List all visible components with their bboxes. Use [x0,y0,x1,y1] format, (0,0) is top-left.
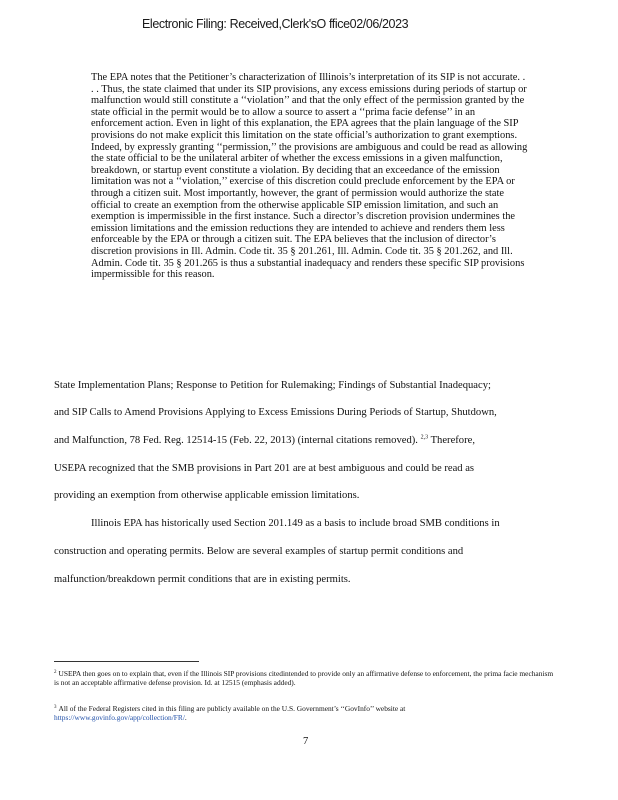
block-quote: The EPA notes that the Petitioner’s characterization of Illinois’s interpretation of its SIP is not accurate. . . . Thus, the state claimed that under its SIP provisions, any excess emissions during periods of startup or malfunction would still constitute a ‘‘violation’’ and that the only effect of the permission granted by the state official in the permit would be to allow a source to assert a ‘‘prima facie defense’’ in an enforcement action. Even in light of this explanation, the EPA agrees that the plain language of the SIP provisions do not make explicit this limitation on the state official’s authorization to grant exemptions. Indeed, by expressly granting ‘‘permission,’’ the provisions are ambiguous and could be read as allowing the state official to be the unilateral arbiter of whether the excess emissions in a given malfunction, breakdown, or startup event constitute a violation. By deciding that an exceedance of the emission limitation was not a ‘‘violation,’’ exercise of this discretion could preclude enforcement by the EPA or through a citizen suit. Most importantly, however, the grant of permission would authorize the state official to create an exemption from the otherwise applicable SIP emission limitation, and such an exemption is impermissible in the first instance. Such a director’s discretion provision undermines the emission limitations and the emission reductions they are intended to achieve and renders them less enforceable by the EPA or through a citizen suit. The EPA believes that the inclusion of director’s discretion provisions in Ill. Admin. Code tit. 35 § 201.261, Ill. Admin. Code tit. 35 § 201.262, and Ill. Admin. Code tit. 35 § 201.265 is thus a substantial inadequacy and renders these specific SIP provisions impermissible for this reason. [91,72,528,281]
body-line-1: State Implementation Plans; Response to Petition for Rulemaking; Findings of Substantial Inadequacy; [54,380,491,391]
footnote-2-number: 2 [54,669,57,675]
page-number: 7 [303,736,309,747]
body-line-8: malfunction/breakdown permit conditions that are in existing permits. [54,574,351,585]
body-line-3 [54,434,475,447]
body-line-3-text: and Malfunction, 78 Fed. Reg. 12514-15 (Feb. 22, 2013) (internal citations removed). [54,435,418,446]
footnote-divider [54,661,199,662]
govinfo-link[interactable]: https://www.govinfo.gov/app/collection/FR/ [54,713,185,723]
footnote-reference[interactable]: 2,3 [420,434,429,441]
body-line-7: construction and operating permits. Below are several examples of startup permit conditions and [54,546,464,557]
footnote-3-number: 3 [54,704,57,710]
footnote-3-text: All of the Federal Registers cited in this filing are publicly available on the U.S. Government’s ‘‘GovInfo’’ website at [58,704,406,713]
footnote-2 [54,669,554,687]
body-line-5: providing an exemption from otherwise applicable emission limitations. [54,490,360,501]
body-line-6: Illinois EPA has historically used Section 201.149 as a basis to include broad SMB conditions in [91,518,500,529]
body-line-3-tail: Therefore, [430,435,475,446]
footnote-2-text: USEPA then goes on to explain that, even if the Illinois SIP provisions citedintended to provide only an affirmative defense to enforcement, the prima facie mechanism is not an acceptable affirmative defense provision. Id. at 12515 (emphasis added). [54,669,554,688]
body-line-4: USEPA recognized that the SMB provisions in Part 201 are at best ambiguous and could be read as [54,463,475,474]
footnote-3 [54,704,554,722]
electronic-filing-stamp: Electronic Filing: Received,Clerk'sO ffice02/06/2023 [142,17,409,31]
body-line-2: and SIP Calls to Amend Provisions Applying to Excess Emissions During Periods of Startup, Shutdown, [54,407,497,418]
footnote-3-tail: . [184,713,187,723]
